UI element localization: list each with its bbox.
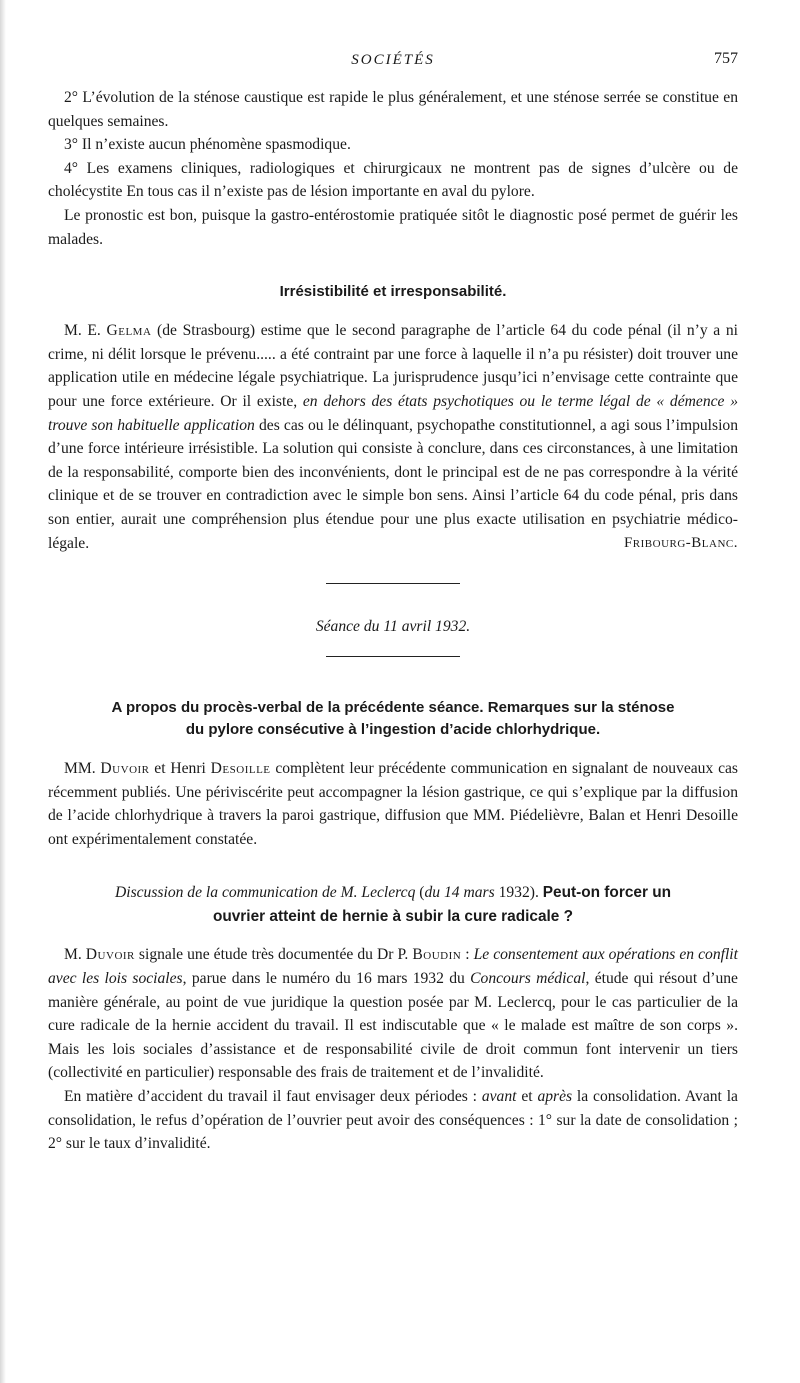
section-title-discussion-line2: ouvrier atteint de hernie à subir la cure radicale ? — [212, 908, 574, 926]
disc-p1-text-2: , parue dans le numéro du 16 mars 1932 du — [182, 970, 471, 988]
discussion-title-paren-close: 1932). — [494, 884, 543, 902]
section-title-proces-verbal — [48, 697, 738, 741]
disc-p1-prefix: M. — [64, 946, 86, 964]
discussion-paragraph-1 — [48, 943, 738, 1085]
conclusion-item-3: 3° Il n’existe aucun phénomène spasmodique. — [64, 136, 351, 154]
irresistibilite-paragraph — [48, 319, 738, 555]
disc-p1-colon: : — [461, 946, 474, 964]
author-prefix: M. E. — [64, 322, 107, 340]
author-name-gelma: Gelma — [106, 322, 152, 340]
conclusion-item-4: 4° Les examens cliniques, radiologiques et chirurgicaux ne montrent pas de signes d’ulcère ou de cholécystite En tous cas il n’existe pas de lésion importante en aval du pylore. — [48, 159, 738, 201]
seance-date: Séance du 11 avril 1932. — [315, 618, 471, 636]
page-header — [48, 46, 738, 72]
running-head: SOCIÉTÉS — [351, 52, 435, 68]
discussion-title-italic: Discussion de la communication de M. Leclercq — [114, 884, 416, 902]
conclusion-item-2: 2° L’évolution de la sténose caustique est rapide le plus généralement, et une sténose serrée se constitue en quelques semaines. — [48, 89, 738, 130]
page-edge-shadow — [0, 0, 6, 1383]
disc-p2-text-2: la consolidation. Avant la consolidation, le refus d’opération de l’ouvrier peut avoir des conséquences : 1° sur la date de consolidation ; 2° sur le taux d’invalidité. — [48, 1088, 738, 1153]
proces-verbal-paragraph — [48, 757, 738, 851]
discussion-title-paren-italic: du 14 mars — [424, 884, 495, 902]
page — [48, 46, 738, 1156]
irresistibilite-text-2: des cas ou le délinquant, psychopathe constitutionnel, a agi sous l’impulsion d’une force intérieure irrésistible. La solution qui consiste à conclure, dans ces circonstances, à une limitation de la responsabilité, comporte bien des inconvénients, dont le principal est de ne pas correspondre à la vérité clinique et de se trouver en contradiction avec le simple bon sens. Ainsi l’article 64 du code pénal, pris dans son entier, aurait une compréhension plus étendue pour une plus exacte utilisation en psychiatrie médico-légale. — [48, 416, 739, 552]
prognostic-paragraph: Le pronostic est bon, puisque la gastro-entérostomie pratiquée sitôt le diagnostic posé permet de guérir les malades. — [48, 206, 738, 248]
author-name-duvoir-2: Duvoir — [85, 946, 135, 964]
page-number: 757 — [714, 50, 738, 67]
disc-p1-text-3: , étude qui résout d’une manière générale, au point de vue juridique la question posée par M. Leclercq, pour le cas particulier de la cure radicale de la hernie accident du travail. Il est indiscutable que « le malade est maître de son corps ». Mais les lois sociales d’assistance et de responsabilité civile de droit commun font intervenir un tiers (collectivité en particulier) responsable des frais de traitement et de l’invalidité. — [48, 970, 738, 1082]
author-name-duvoir: Duvoir — [100, 760, 150, 778]
disc-p2-italic-avant: avant — [481, 1088, 517, 1106]
section-title-irresistibilite: Irrésistibilité et irresponsabilité. — [279, 283, 507, 301]
discussion-paragraph-2 — [48, 1085, 738, 1156]
pv-middle: et Henri — [149, 760, 211, 778]
disc-p1-italic-2: Concours médical — [470, 970, 586, 988]
irresistibilite-text-1: (de Strasbourg) estime que le second paragraphe de l’article 64 du code pénal (il n’y a ni crime, ni délit lorsque le prévenu..... a été contraint par une force à laquelle il n’a pu résister) doit trouver une application utile en médecine légale psychiatrique. La jurisprudence jusqu’ici n’envisage cette contrainte que pour une force extérieure. Or il existe, — [48, 322, 738, 410]
section-title-proces-verbal-line1: A propos du procès-verbal de la précédente séance. Remarques sur la sténose — [111, 699, 675, 717]
irresistibilite-text-italic: en dehors des états psychotiques ou le terme légal de « démence » trouve son habituelle application — [48, 392, 739, 434]
signature-fribourg-blanc: Fribourg-Blanc. — [623, 534, 738, 551]
discussion-title-paren-open: ( — [415, 884, 425, 902]
author-name-boudin: Boudin — [412, 946, 462, 964]
pv-prefix: MM. — [64, 760, 101, 778]
section-title-proces-verbal-line2: du pylore consécutive à l’ingestion d’acide chlorhydrique. — [185, 721, 601, 739]
disc-p2-and: et — [516, 1088, 538, 1106]
pv-body: complètent leur précédente communication en signalant de nouveaux cas récemment publiés. Une périviscérite peut accompagner la lésion gastrique, ce qui s’explique par la diffusion de l’acide chlorhydrique à travers la paroi gastrique, diffusion que MM. Piédelièvre, Balan et Henri Desoille ont expérimentalement constatée. — [48, 760, 738, 848]
disc-p1-text-1: signale une étude très documentée du Dr P. — [134, 946, 413, 964]
section-title-discussion-line1 — [48, 881, 738, 905]
discussion-title-bold-1: Peut-on forcer un — [542, 884, 672, 902]
disc-p1-italic-1: Le consentement aux opérations en conflit avec les lois sociales — [48, 946, 738, 988]
author-name-desoille: Desoille — [210, 760, 271, 778]
disc-p2-text-1: En matière d’accident du travail il faut envisager deux périodes : — [64, 1088, 482, 1106]
disc-p2-italic-apres: après — [537, 1088, 573, 1106]
